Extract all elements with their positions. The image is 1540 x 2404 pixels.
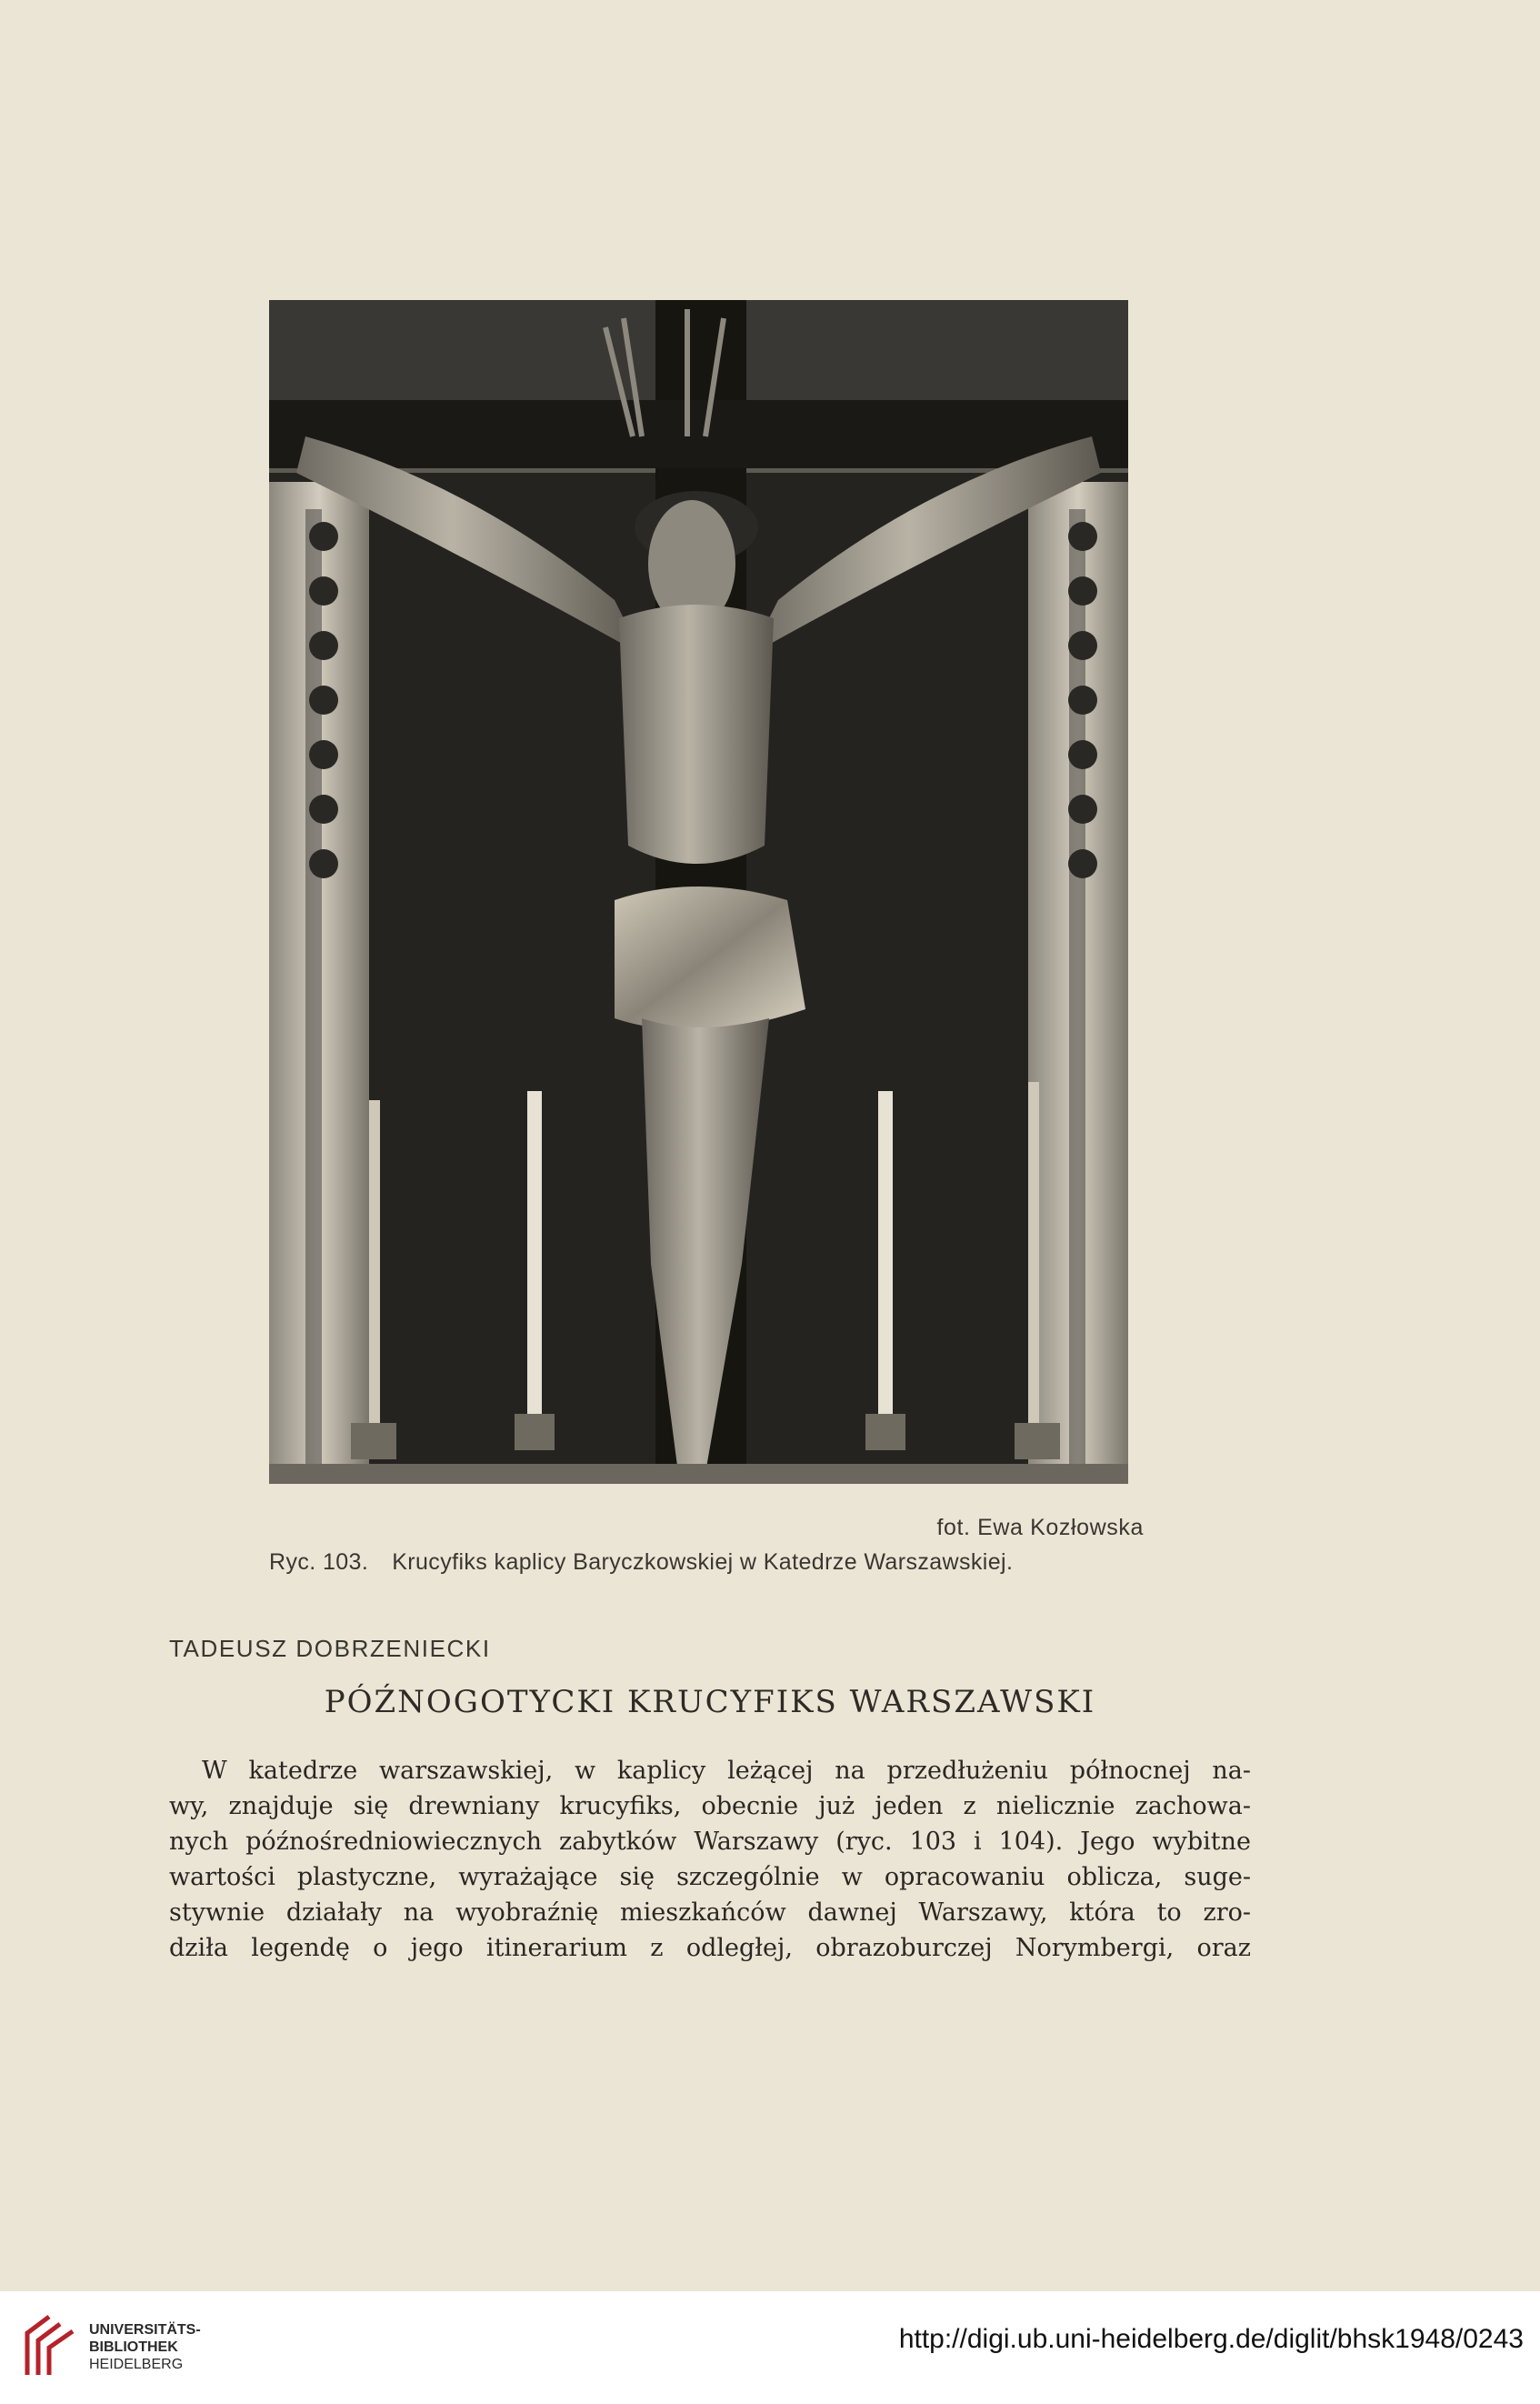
source-url-link[interactable]: http://digi.ub.uni-heidelberg.de/diglit/bhsk1948/0243 [898,2324,1524,2354]
figure-caption-text: Krucyfiks kaplicy Baryczkowskiej w Katedrze Warszawskiej. [392,1549,1014,1575]
crucifix-photograph [269,300,1128,1484]
body-line: nych późnośredniowiecznych zabytków Warszawy (ryc. 103 i 104). Jego wybitne [169,1828,1251,1856]
logo-line: BIBLIOTHEK [89,2339,178,2355]
body-line: wy, znajduje się drewniany krucyfiks, obecnie już jeden z nielicznie zachowa- [169,1792,1251,1820]
logo-line: UNIVERSITÄTS- [89,2322,201,2338]
photo-credit: fot. Ewa Kozłowska [936,1515,1144,1540]
figure-caption [269,1549,1151,1576]
article-body [169,1753,1251,1966]
library-logo-icon[interactable] [22,2311,80,2384]
body-line: W katedrze warszawskiej, w kaplicy leżącej na przedłużeniu północnej na- [202,1757,1251,1785]
library-logo-text[interactable] [89,2321,201,2373]
body-line: stywnie działały na wyobraźnię mieszkańców dawnej Warszawy, która to zro- [169,1898,1251,1927]
footer-bar [0,2291,1540,2404]
figure-number: Ryc. 103. [269,1549,369,1575]
logo-line: HEIDELBERG [89,2357,184,2372]
body-line: wartości plastyczne, wyrażające się szczególnie w opracowaniu oblicza, suge- [169,1863,1251,1891]
crucifix-image [269,300,1128,1484]
article-author: TADEUSZ DOBRZENIECKI [169,1635,491,1662]
body-line: dziła legendę o jego itinerarium z odległej, obrazoburczej Norymbergi, oraz [169,1934,1251,1962]
article-title: PÓŹNOGOTYCKI KRUCYFIKS WARSZAWSKI [324,1684,1096,1720]
